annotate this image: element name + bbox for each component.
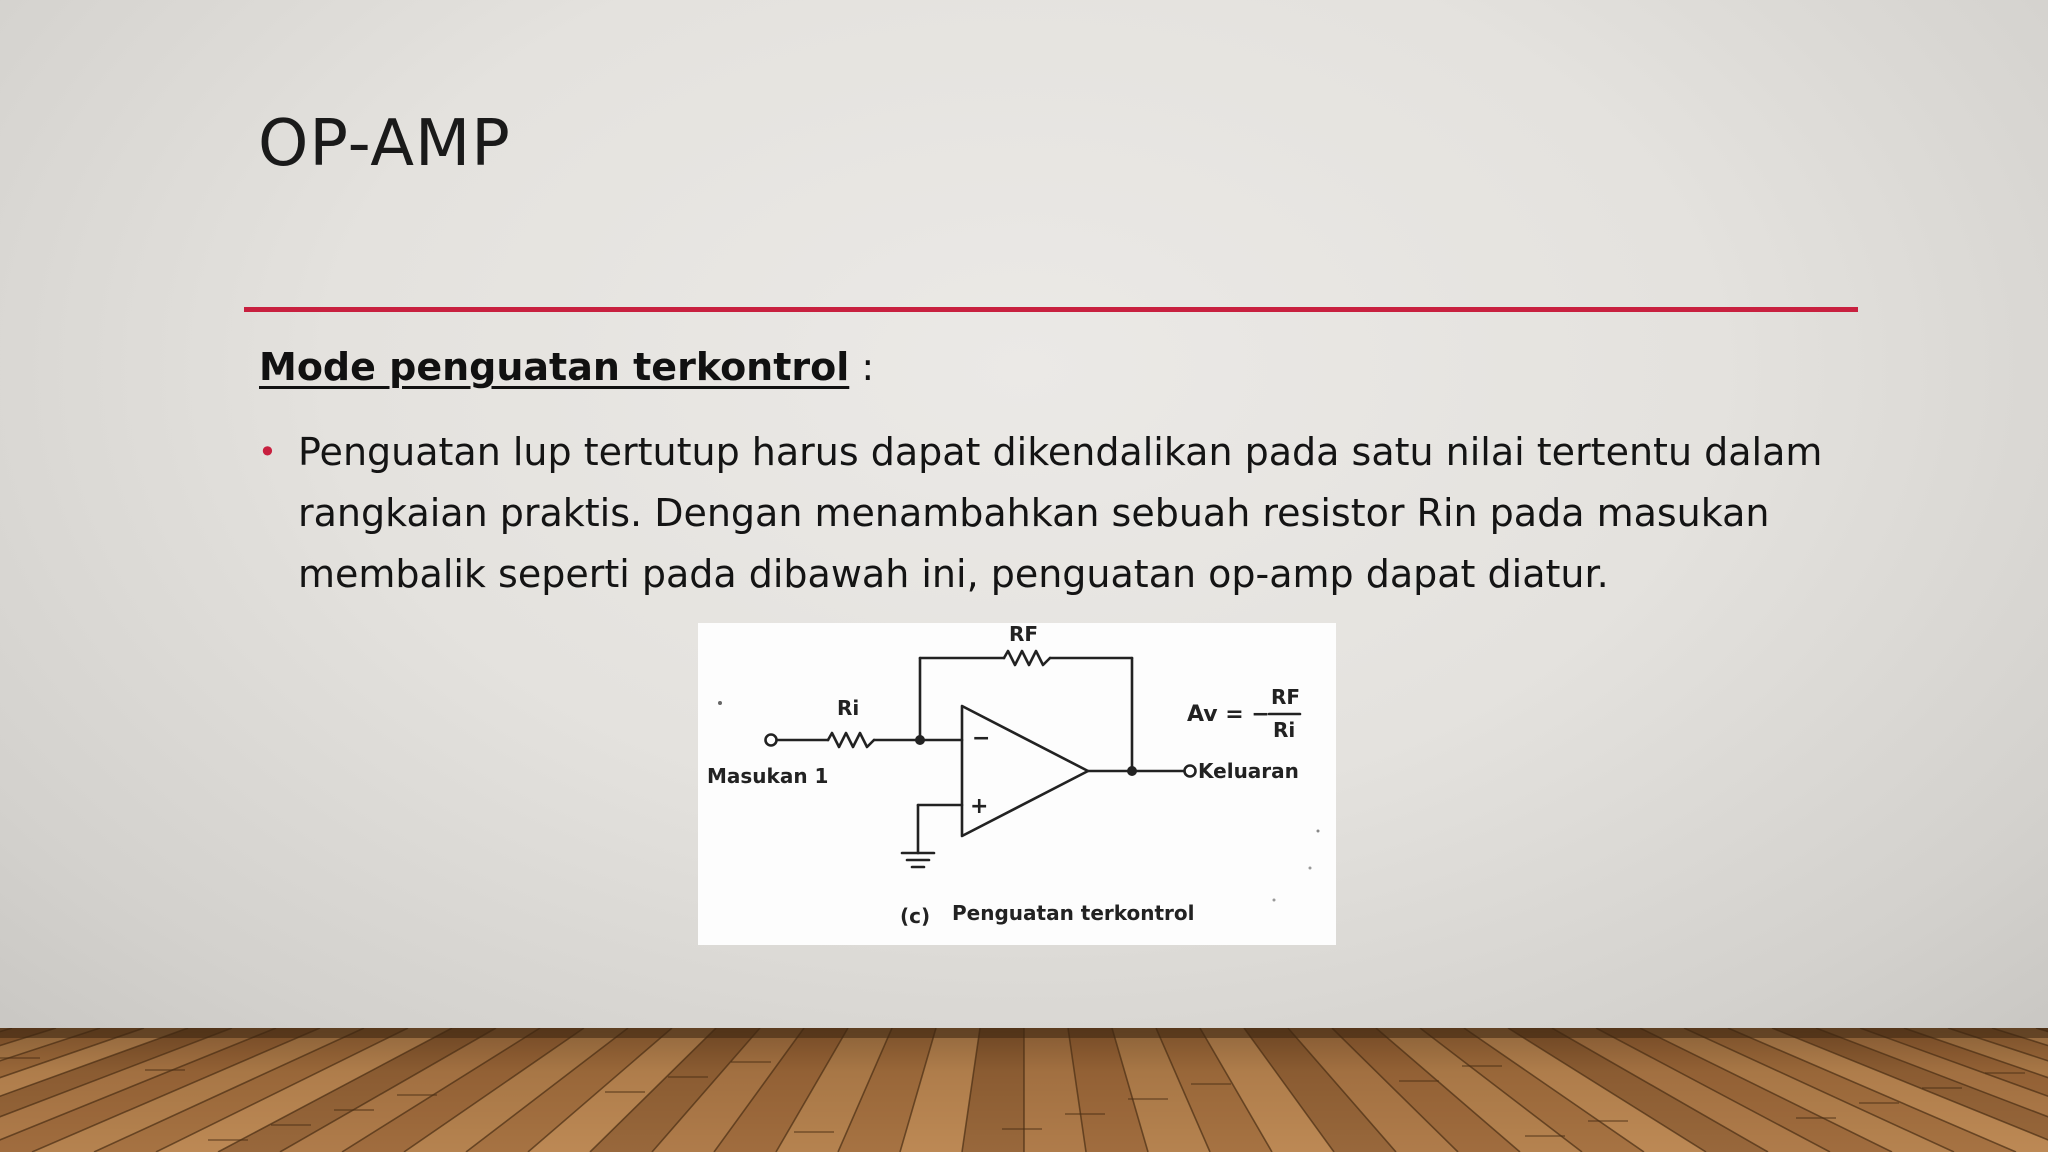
circuit-caption: Penguatan terkontrol bbox=[952, 901, 1195, 925]
caption-prefix: (c) bbox=[900, 904, 931, 928]
bullet-line-2: rangkaian praktis. Dengan menambahkan sebuah resistor Rin pada masukan bbox=[298, 491, 1770, 535]
circuit-diagram bbox=[698, 623, 1336, 945]
gain-numerator: RF bbox=[1271, 685, 1301, 709]
scan-speck bbox=[718, 701, 722, 705]
title-divider bbox=[244, 307, 1858, 312]
wood-floor bbox=[0, 1028, 2048, 1152]
scan-speck bbox=[1317, 830, 1320, 833]
junction-dot-input bbox=[915, 735, 925, 745]
input-label: Masukan 1 bbox=[707, 764, 829, 788]
bullet-line-1: Penguatan lup tertutup harus dapat dikendalikan pada satu nilai tertentu dalam bbox=[298, 430, 1823, 474]
ri-resistor bbox=[828, 733, 874, 747]
output-terminal bbox=[1185, 766, 1196, 777]
rf-label: RF bbox=[1009, 623, 1039, 646]
bullet-item bbox=[258, 422, 1858, 605]
subheading-text: Mode penguatan terkontrol bbox=[259, 345, 850, 389]
gain-formula-lhs: Av = − bbox=[1187, 702, 1270, 727]
bullet-marker: • bbox=[258, 433, 277, 471]
junction-dot-output bbox=[1127, 766, 1137, 776]
subheading bbox=[259, 345, 874, 391]
gain-denominator: Ri bbox=[1273, 718, 1296, 742]
circuit-svg bbox=[698, 623, 1336, 945]
wood-floor-svg bbox=[0, 1028, 2048, 1152]
subheading-colon: : bbox=[849, 345, 875, 389]
bullet-line-3: membalik seperti pada dibawah ini, penguatan op-amp dapat diatur. bbox=[298, 552, 1609, 596]
floor-planks bbox=[0, 1028, 2048, 1152]
slide-title: OP-AMP bbox=[258, 107, 511, 181]
input-terminal bbox=[766, 735, 777, 746]
scan-speck bbox=[1273, 899, 1276, 902]
output-label: Keluaran bbox=[1198, 759, 1299, 783]
plus-sign: + bbox=[970, 794, 989, 819]
scan-speck bbox=[1309, 867, 1312, 870]
ri-label: Ri bbox=[837, 696, 860, 720]
minus-sign: − bbox=[972, 726, 991, 751]
rf-resistor bbox=[1004, 651, 1050, 665]
